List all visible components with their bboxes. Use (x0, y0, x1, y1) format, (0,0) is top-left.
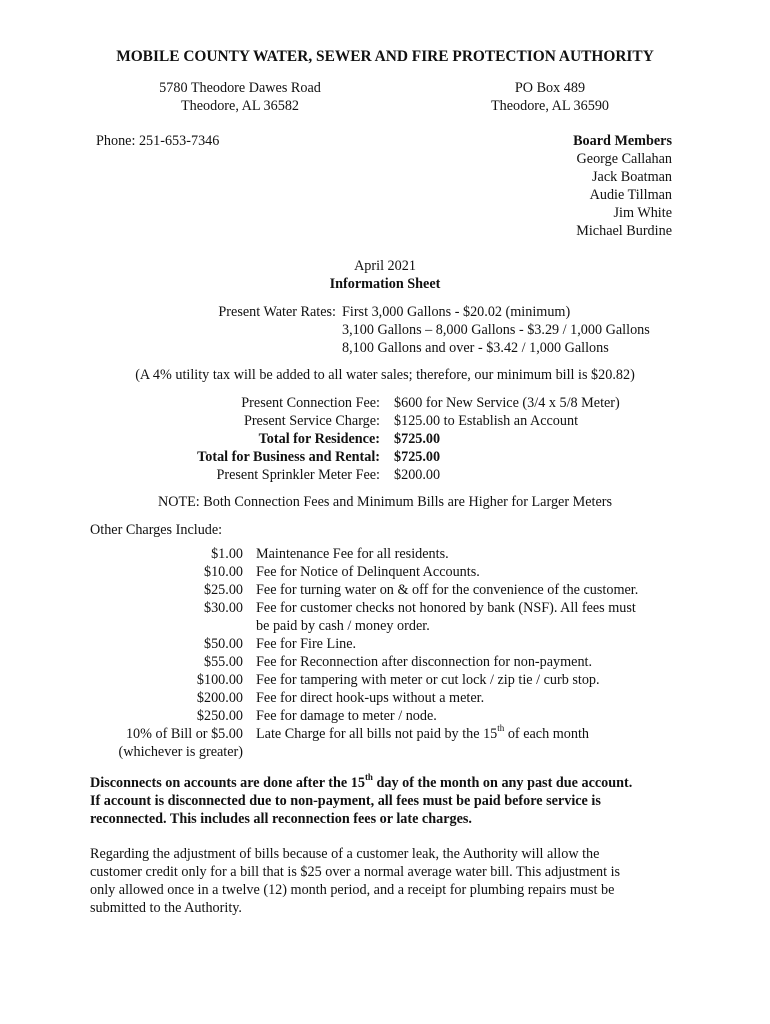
board-members (573, 132, 672, 240)
charge-desc: Fee for Fire Line. (256, 636, 357, 652)
board-member: Jim White (613, 205, 672, 221)
fee-value: $200.00 (394, 467, 441, 483)
charge-desc: Fee for direct hook-ups without a meter. (256, 690, 485, 706)
sheet-heading: Information Sheet (329, 276, 441, 292)
fee-labels (60, 394, 380, 484)
fee-value: $600 for New Service (3/4 x 5/8 Meter) (394, 395, 620, 411)
charge-amount: $100.00 (196, 672, 243, 688)
charge-amount: $50.00 (203, 636, 243, 652)
meter-note: NOTE: Both Connection Fees and Minimum Bills are Higher for Larger Meters (157, 494, 613, 510)
board-heading: Board Members (573, 133, 672, 149)
fee-label: Present Connection Fee: (241, 395, 380, 411)
charge-desc: Fee for damage to meter / node. (256, 708, 437, 724)
charge-desc: Fee for turning water on & off for the convenience of the customer. (256, 582, 639, 598)
adjustment-line: Regarding the adjustment of bills because of a customer leak, the Authority will allow the (90, 846, 600, 862)
other-charges-heading: Other Charges Include: (90, 522, 223, 538)
board-member: George Callahan (576, 151, 672, 167)
other-charges-amounts (60, 545, 243, 761)
charge-desc: Fee for Notice of Delinquent Accounts. (256, 564, 480, 580)
water-rate-line: 8,100 Gallons and over - $3.42 / 1,000 Gallons (342, 340, 609, 356)
water-rates-label: Present Water Rates: (218, 304, 336, 320)
charge-amount: $200.00 (196, 690, 243, 706)
fee-value: $725.00 (394, 449, 441, 465)
adjustment-line: only allowed once in a twelve (12) month period, and a receipt for plumbing repairs must be (90, 882, 615, 898)
disconnect-notice (90, 774, 632, 828)
charge-amount: $25.00 (203, 582, 243, 598)
charge-amount: $30.00 (203, 600, 243, 616)
adjustment-line: customer credit only for a bill that is $25 over a normal average water bill. This adjustment is (90, 864, 621, 880)
charge-amount: $55.00 (203, 654, 243, 670)
board-member: Audie Tillman (589, 187, 672, 203)
charge-amount: $10.00 (203, 564, 243, 580)
fee-label: Total for Business and Rental: (197, 449, 380, 465)
adjustment-paragraph (90, 845, 620, 917)
charge-amount: $250.00 (196, 708, 243, 724)
street-address (130, 79, 350, 115)
disconnect-line: reconnected. This includes all reconnection fees or late charges. (90, 811, 472, 827)
fee-value: $725.00 (394, 431, 441, 447)
street-address-line2: Theodore, AL 36582 (180, 98, 300, 114)
fee-value: $125.00 to Establish an Account (394, 413, 579, 429)
po-box-address (450, 79, 650, 115)
po-address-line2: Theodore, AL 36590 (490, 98, 610, 114)
charge-desc: Fee for Reconnection after disconnection for non-payment. (256, 654, 593, 670)
late-charge-desc: Late Charge for all bills not paid by the 15th of each month (256, 723, 589, 742)
disconnect-line: Disconnects on accounts are done after the 15th day of the month on any past due account. (90, 772, 633, 791)
tax-note: (A 4% utility tax will be added to all water sales; therefore, our minimum bill is $20.82) (135, 367, 635, 383)
charge-amount: $1.00 (211, 546, 243, 562)
board-member: Jack Boatman (592, 169, 672, 185)
fee-label: Present Service Charge: (243, 413, 380, 429)
water-rate-line: First 3,000 Gallons - $20.02 (minimum) (342, 304, 571, 320)
fee-values (394, 394, 620, 484)
late-charge-amount: 10% of Bill or $5.00 (125, 726, 243, 742)
fee-label: Present Sprinkler Meter Fee: (216, 467, 380, 483)
sheet-date: April 2021 (354, 258, 416, 274)
water-rate-line: 3,100 Gallons – 8,000 Gallons - $3.29 / 1,000 Gallons (342, 322, 650, 338)
fee-label: Total for Residence: (258, 431, 380, 447)
charge-desc: Fee for customer checks not honored by bank (NSF). All fees must (256, 600, 636, 616)
board-member: Michael Burdine (576, 223, 672, 239)
other-charges-descriptions (256, 545, 638, 743)
disconnect-line: If account is disconnected due to non-payment, all fees must be paid before service is (90, 793, 601, 809)
street-address-line1: 5780 Theodore Dawes Road (159, 80, 321, 96)
charge-desc: Fee for tampering with meter or cut lock / zip tie / curb stop. (256, 672, 600, 688)
po-address-line1: PO Box 489 (514, 80, 586, 96)
charge-desc: Maintenance Fee for all residents. (256, 546, 449, 562)
water-rates-list (342, 303, 650, 357)
document-title: MOBILE COUNTY WATER, SEWER AND FIRE PROTECTION AUTHORITY (116, 48, 654, 65)
adjustment-line: submitted to the Authority. (90, 900, 242, 916)
phone-number: Phone: 251-653-7346 (96, 133, 220, 149)
late-charge-qualifier: (whichever is greater) (118, 744, 243, 760)
charge-desc-continued: be paid by cash / money order. (256, 618, 430, 634)
